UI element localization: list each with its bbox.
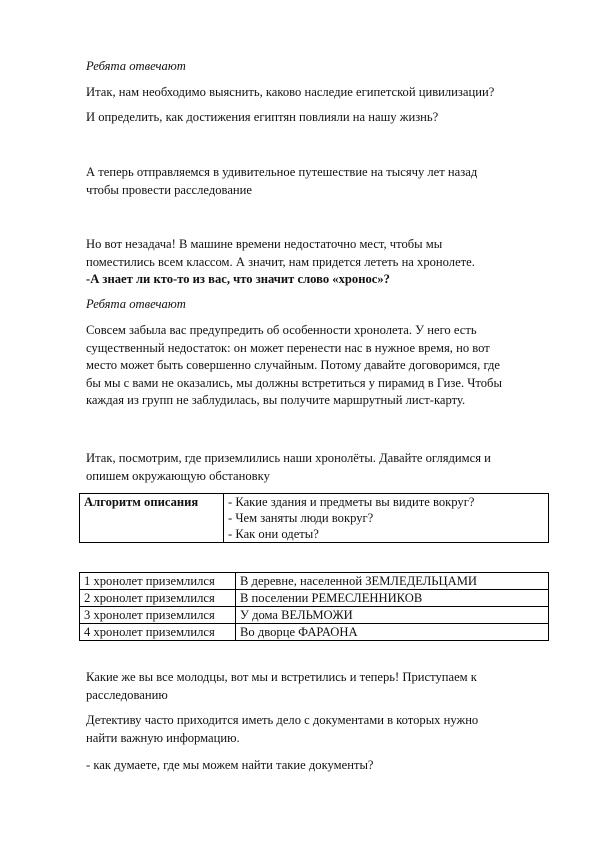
algorithm-questions: [224, 494, 549, 543]
text-line: существенный недостаток: он может перенести нас в нужное время, но вот: [86, 340, 490, 355]
text-line: каждая из групп не заблудилась, вы получите маршрутный лист-карту.: [86, 393, 466, 407]
table-row: [80, 624, 549, 641]
landing-where: В поселении РЕМЕСЛЕННИКОВ: [236, 590, 549, 607]
text-line: расследованию: [86, 687, 168, 702]
students-answer-2: Ребята отвечают: [86, 297, 186, 311]
question-chronos: -А знает ли кто-то из вас, что значит слово «хронос»?: [86, 272, 390, 286]
students-answer-1: Ребята отвечают: [86, 59, 186, 73]
landing-who: 1 хронолет приземлился: [80, 573, 236, 590]
landing-who: 3 хронолет приземлился: [80, 607, 236, 624]
table-row: [80, 573, 549, 590]
text-line: А теперь отправляемся в удивительное путешествие на тысячу лет назад: [86, 165, 478, 179]
landing-where: У дома ВЕЛЬМОЖИ: [236, 607, 549, 624]
question-documents: - как думаете, где мы можем найти такие документы?: [86, 758, 374, 772]
text-line: Совсем забыла вас предупредить об особенности хронолета. У него есть: [86, 323, 477, 337]
text-line: Какие же вы все молодцы, вот мы и встретились и теперь! Приступаем к: [86, 670, 477, 684]
paragraph-journey: [86, 164, 556, 199]
landings-table: [79, 572, 549, 641]
landing-who: 4 хронолет приземлился: [80, 624, 236, 641]
question-item: - Какие здания и предметы вы видите вокруг?: [228, 495, 475, 509]
paragraph-detective: [86, 712, 556, 747]
landing-where: Во дворце ФАРАОНА: [236, 624, 549, 641]
text-line: бы мы с вами не оказались, мы должны встретиться у пирамид в Гизе. Чтобы: [86, 375, 502, 390]
text-line: Но вот незадача! В машине времени недостаточно мест, чтобы мы: [86, 237, 443, 251]
paragraph-influence: И определить, как достижения египтян повлияли на нашу жизнь?: [86, 110, 439, 124]
table-row: [80, 494, 549, 543]
table-row: [80, 607, 549, 624]
question-item: - Чем заняты люди вокруг?: [228, 511, 374, 525]
table-row: [80, 590, 549, 607]
paragraph-heritage: Итак, нам необходимо выяснить, каково наследие египетской цивилизации?: [86, 85, 495, 99]
paragraph-chronolet: [86, 322, 556, 410]
algorithm-table: [79, 493, 549, 543]
paragraph-landing: [86, 450, 556, 485]
text-line: поместились всем классом. А значит, нам придется лететь на хронолете.: [86, 254, 475, 269]
paragraph-problem: [86, 236, 556, 289]
text-line: опишем окружающую обстановку: [86, 468, 270, 483]
text-line: место может быть совершенно случайным. Потому давайте договоримся, где: [86, 358, 501, 372]
text-line: Итак, посмотрим, где приземлились наши хронолёты. Давайте оглядимся и: [86, 451, 491, 465]
text-line: найти важную информацию.: [86, 730, 240, 745]
question-item: - Как они одеты?: [228, 527, 319, 541]
text-line: чтобы провести расследование: [86, 182, 252, 197]
paragraph-meeting: [86, 669, 556, 704]
landing-who: 2 хронолет приземлился: [80, 590, 236, 607]
landing-where: В деревне, населенной ЗЕМЛЕДЕЛЬЦАМИ: [236, 573, 549, 590]
algorithm-title: Алгоритм описания: [80, 494, 224, 543]
text-line: Детективу часто приходится иметь дело с документами в которых нужно: [86, 713, 479, 727]
